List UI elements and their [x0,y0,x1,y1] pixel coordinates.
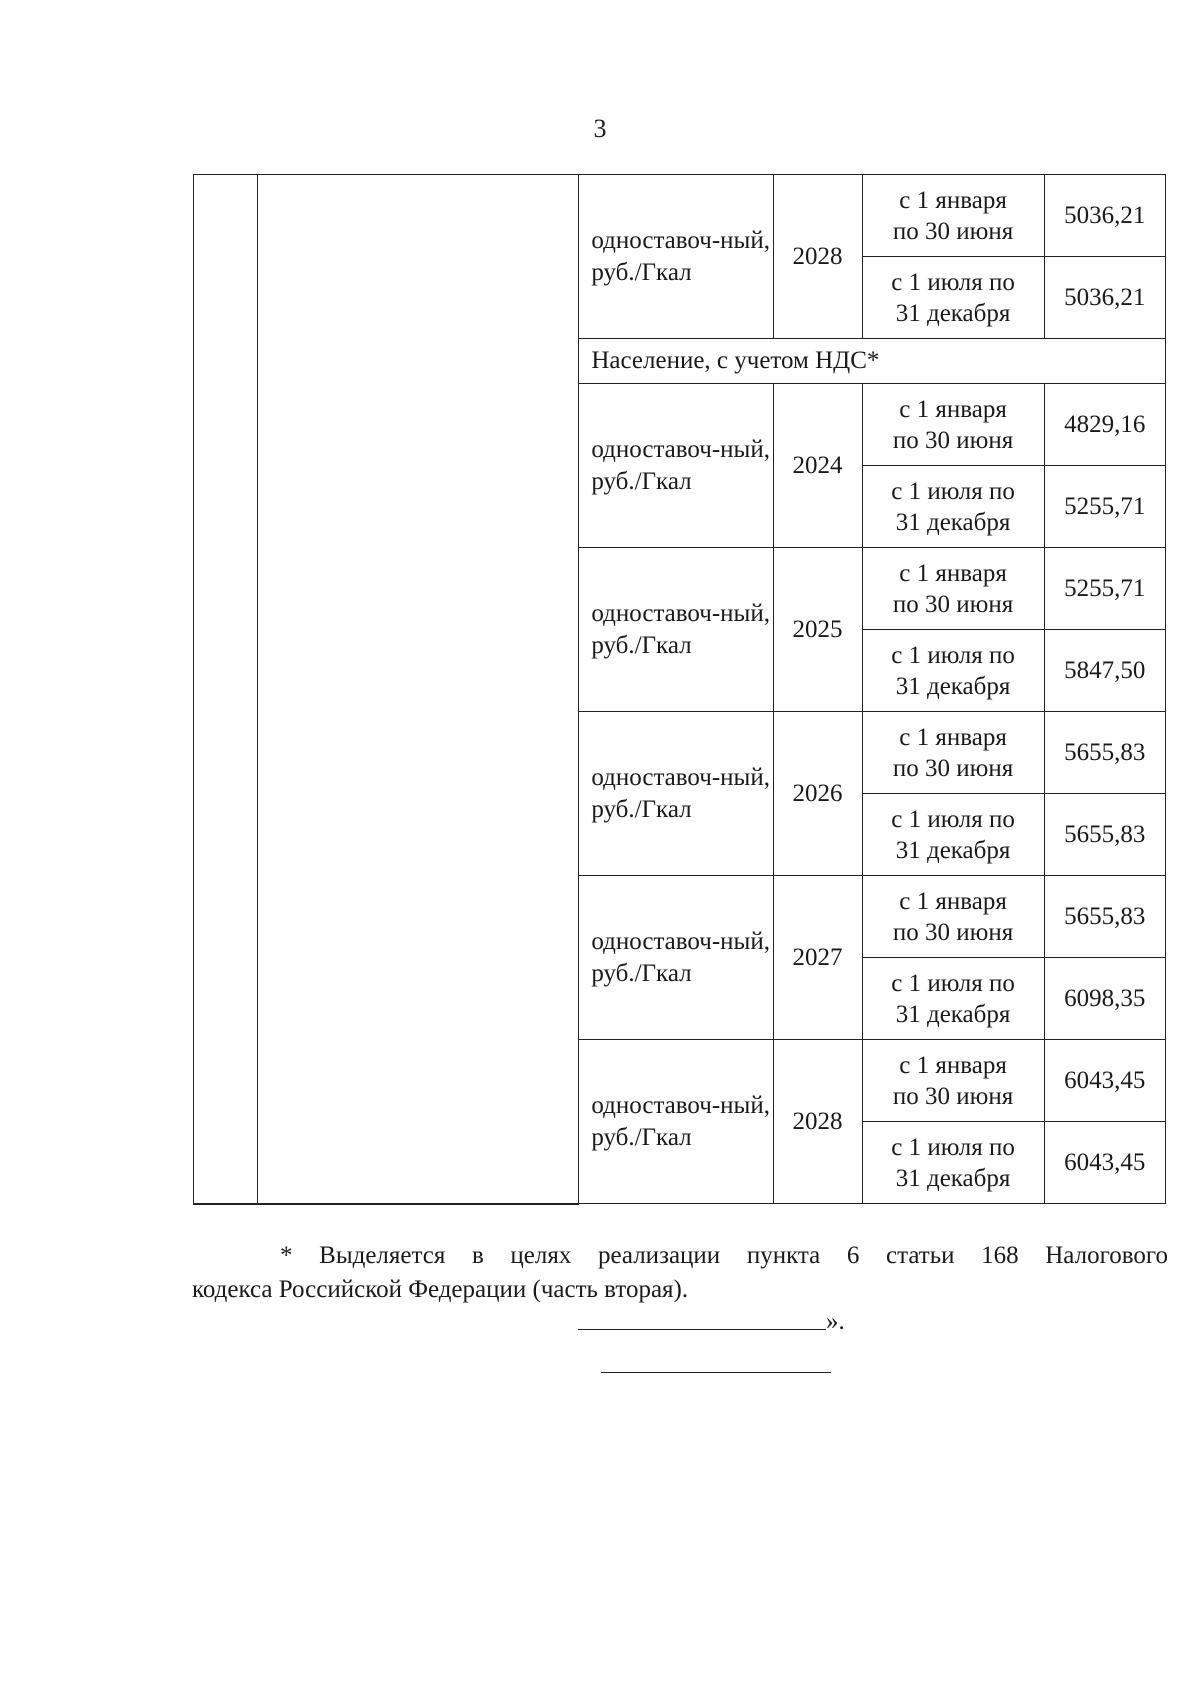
year-cell: 2027 [773,876,862,1040]
tariff-value-cell: 4829,16 [1044,384,1165,466]
year-cell: 2028 [773,175,862,339]
period-cell: с 1 июля по 31 декабря [862,257,1044,339]
closing-quote: ». [826,1308,845,1335]
end-rule [601,1372,831,1373]
tariff-value-cell: 5847,50 [1044,630,1165,712]
rate-type-cell: одноставоч-ный, руб./Гкал [579,876,773,1040]
tariff-value-cell: 5255,71 [1044,466,1165,548]
page-number: 3 [593,114,607,143]
rate-type-cell: одноставоч-ный, руб./Гкал [579,548,773,712]
rate-type-cell: одноставоч-ный, руб./Гкал [579,1040,773,1204]
period-cell: с 1 июля по 31 декабря [862,630,1044,712]
period-cell: с 1 января по 30 июня [862,1040,1044,1122]
tariff-table [193,174,1166,1205]
period-cell: с 1 июля по 31 декабря [862,1122,1044,1204]
group-header: Население, с учетом НДС* [579,339,1166,384]
tariff-value-cell: 6043,45 [1044,1040,1165,1122]
year-cell: 2026 [773,712,862,876]
year-cell: 2024 [773,384,862,548]
rate-type-cell: одноставоч-ный, руб./Гкал [579,712,773,876]
period-cell: с 1 июля по 31 декабря [862,466,1044,548]
tariff-value-cell: 5255,71 [1044,548,1165,630]
rate-type-cell: одноставоч-ный, руб./Гкал [579,384,773,548]
year-cell: 2025 [773,548,862,712]
period-cell: с 1 января по 30 июня [862,384,1044,466]
footnote [192,1239,1168,1307]
rate-type-cell: одноставоч-ный, руб./Гкал [579,175,773,339]
tariff-value-cell: 5655,83 [1044,712,1165,794]
table-row [194,175,1166,257]
blank-col-2 [257,175,579,1204]
tariff-value-cell: 5036,21 [1044,257,1165,339]
footnote-line-2: кодекса Российской Федерации (часть вторая). [192,1276,689,1303]
period-cell: с 1 января по 30 июня [862,175,1044,257]
tariff-value-cell: 5036,21 [1044,175,1165,257]
closing-underline [578,1329,826,1330]
blank-col-1 [194,175,258,1204]
period-cell: с 1 января по 30 июня [862,712,1044,794]
tariff-value-cell: 6098,35 [1044,958,1165,1040]
period-cell: с 1 января по 30 июня [862,548,1044,630]
tariff-value-cell: 5655,83 [1044,794,1165,876]
footnote-line-1: * Выделяется в целях реализации пункта 6 статьи 168 Налогового [280,1242,1168,1269]
year-cell: 2028 [773,1040,862,1204]
period-cell: с 1 января по 30 июня [862,876,1044,958]
closing-mark [578,1308,845,1336]
period-cell: с 1 июля по 31 декабря [862,794,1044,876]
tariff-value-cell: 6043,45 [1044,1122,1165,1204]
tariff-value-cell: 5655,83 [1044,876,1165,958]
period-cell: с 1 июля по 31 декабря [862,958,1044,1040]
